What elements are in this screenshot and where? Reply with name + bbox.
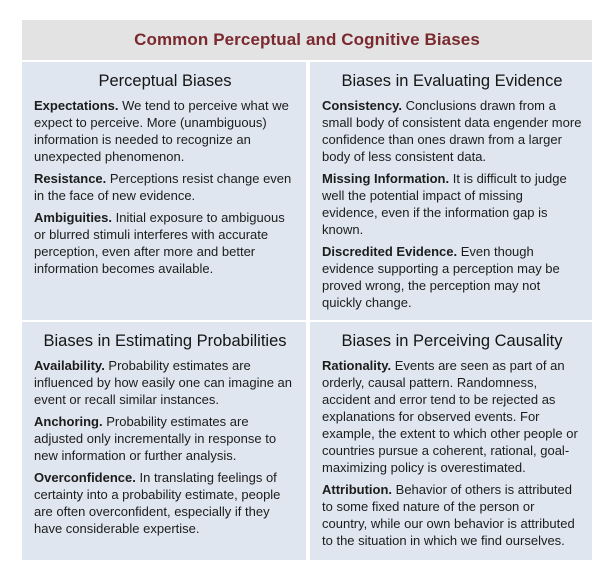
bias-entry-consistency <box>322 97 582 165</box>
perceptual-biases-cell <box>22 62 306 320</box>
bias-description: In translating feelings of certainty into a probability estimate, people are often overconfident, especially if they have considerable expertise. <box>34 470 281 536</box>
bias-description: Events are seen as part of an orderly, causal pattern. Randomness, accident and error tend to be rejected as explanations for observed events. For example, the extent to which other people or countries pursue a coherent, rational, goal-maximizing policy is overestimated. <box>322 358 578 475</box>
bias-description: Conclusions drawn from a small body of consistent data engender more confidence than ones drawn from a larger body of less consistent data. <box>322 98 582 164</box>
bias-description: We tend to perceive what we expect to perceive. More (unambiguous) information is needed to recognize an unexpected phenomenon. <box>34 98 289 164</box>
bias-entry-expectations <box>34 97 296 165</box>
bias-description: Behavior of others is attributed to some fixed nature of the person or country, while our own behavior is attributed to the situation in which we find ourselves. <box>322 482 575 548</box>
table-title-bar <box>22 20 592 60</box>
bias-description: It is difficult to judge well the potential impact of missing evidence, even if the information gap is known. <box>322 171 567 237</box>
table-title: Common Perceptual and Cognitive Biases <box>134 30 480 49</box>
estimating-probabilities-heading: Biases in Estimating Probabilities <box>43 332 287 350</box>
bias-term: Overconfidence. <box>34 470 136 485</box>
bias-description: Perceptions resist change even in the face of new evidence. <box>34 171 292 203</box>
bias-description: Even though evidence supporting a perception may be proved wrong, the perception may not quickly change. <box>322 244 560 310</box>
bias-term: Ambiguities. <box>34 210 113 225</box>
bias-term: Availability. <box>34 358 105 373</box>
bias-description: Initial exposure to ambiguous or blurred stimuli interferes with accurate perception, even after more and better information becomes available. <box>34 210 285 276</box>
bias-term: Resistance. <box>34 171 107 186</box>
bias-entry-missing-information <box>322 170 582 238</box>
bias-description: Probability estimates are adjusted only incrementally in response to new information or further analysis. <box>34 414 277 463</box>
perceptual-biases-heading: Perceptual Biases <box>98 72 232 90</box>
evaluating-evidence-heading: Biases in Evaluating Evidence <box>341 72 563 90</box>
bias-entry-overconfidence <box>34 469 296 537</box>
bias-term: Consistency. <box>322 98 402 113</box>
bias-entry-discredited-evidence <box>322 243 582 311</box>
bias-entry-resistance <box>34 170 296 204</box>
bias-entry-ambiguities <box>34 209 296 277</box>
estimating-probabilities-cell <box>22 322 306 560</box>
evaluating-evidence-cell <box>310 62 592 320</box>
bias-term: Discredited Evidence. <box>322 244 458 259</box>
bias-entry-availability <box>34 357 296 408</box>
perceiving-causality-cell <box>310 322 592 560</box>
bias-entry-anchoring <box>34 413 296 464</box>
bias-term: Missing Information. <box>322 171 450 186</box>
bias-term: Anchoring. <box>34 414 103 429</box>
perceiving-causality-heading: Biases in Perceiving Causality <box>341 332 563 350</box>
bias-term: Expectations. <box>34 98 119 113</box>
bias-entry-rationality <box>322 357 582 476</box>
bias-term: Rationality. <box>322 358 392 373</box>
bias-term: Attribution. <box>322 482 393 497</box>
biases-table <box>22 20 592 560</box>
bias-entry-attribution <box>322 481 582 549</box>
bias-description: Probability estimates are influenced by how easily one can imagine an event or recall similar instances. <box>34 358 293 407</box>
